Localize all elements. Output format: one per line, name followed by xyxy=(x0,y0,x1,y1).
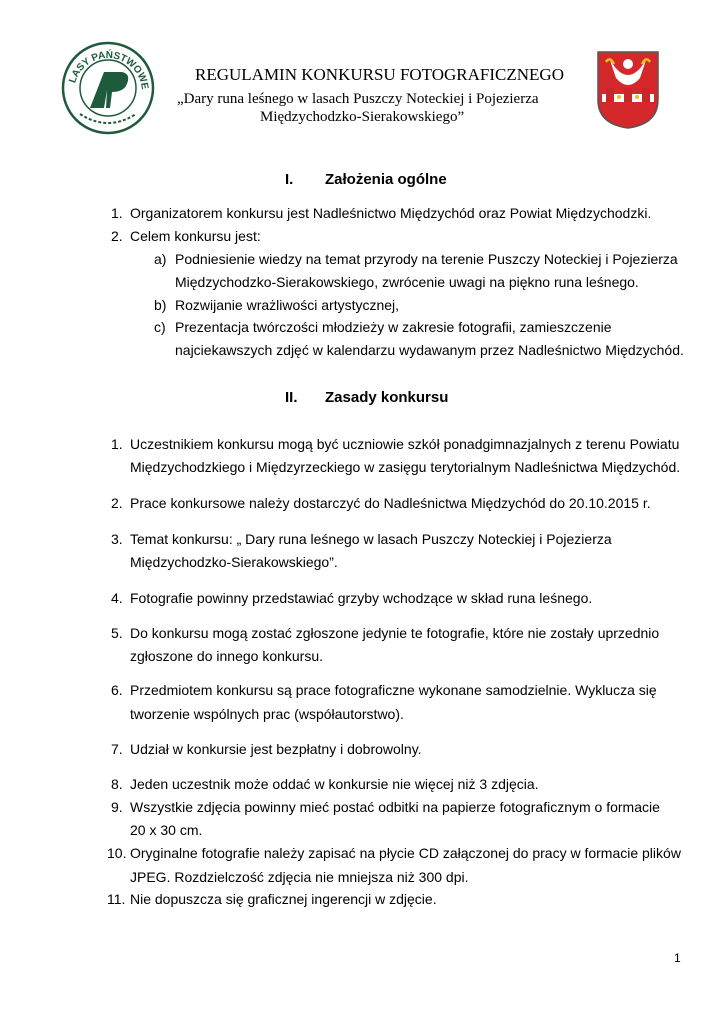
list-number: 4. xyxy=(111,590,123,606)
list-number: 9. xyxy=(111,799,123,815)
coat-of-arms xyxy=(596,50,660,130)
list-item: Celem konkursu jest: xyxy=(130,228,261,244)
list-number: 1. xyxy=(111,205,123,221)
list-number: 11. xyxy=(107,891,126,907)
list-item: tworzenie wspólnych prac (współautorstwo). xyxy=(130,706,404,722)
list-item: zgłoszone do innego konkursu. xyxy=(130,648,324,664)
list-item: Międzychodzkiego i Międzyrzeckiego w zasięgu terytorialnym Nadleśnictwa Międzychód. xyxy=(130,459,681,475)
list-number: 3. xyxy=(111,531,123,547)
sublist-letter: c) xyxy=(154,319,166,335)
list-number: 2. xyxy=(111,228,123,244)
document-subtitle-line1: „Dary runa leśnego w lasach Puszczy Noteckiej i Pojezierza xyxy=(177,91,539,107)
sublist-item: Rozwijanie wrażliwości artystycznej, xyxy=(175,297,400,313)
list-item: Oryginalne fotografie należy zapisać na płycie CD załączonej do pracy w formacie plików xyxy=(130,845,681,861)
sublist-item: Prezentacja twórczości młodzieży w zakresie fotografii, zamieszczenie xyxy=(175,319,612,335)
list-item: Fotografie powinny przedstawiać grzyby wchodzące w skład runa leśnego. xyxy=(130,590,593,606)
list-item: Wszystkie zdjęcia powinny mieć postać odbitki na papierze fotograficznym o formacie xyxy=(130,799,660,815)
list-number: 6. xyxy=(111,682,123,698)
list-item: Uczestnikiem konkursu mogą być uczniowie szkół ponadgimnazjalnych z terenu Powiatu xyxy=(130,436,680,452)
list-item: Międzychodzko-Sierakowskiego”. xyxy=(130,554,338,570)
list-number: 8. xyxy=(111,776,123,792)
sublist-letter: a) xyxy=(154,251,167,267)
sublist-item: najciekawszych zdjęć w kalendarzu wydawanym przez Nadleśnictwo Międzychód. xyxy=(175,342,684,358)
document-title: REGULAMIN KONKURSU FOTOGRAFICZNEGO xyxy=(195,65,564,84)
list-item: Prace konkursowe należy dostarczyć do Nadleśnictwa Międzychód do 20.10.2015 r. xyxy=(130,495,651,511)
list-number: 10. xyxy=(107,845,127,861)
list-item: Jeden uczestnik może oddać w konkursie nie więcej niż 3 zdjęcia. xyxy=(130,776,539,792)
list-item: Nie dopuszcza się graficznej ingerencji w zdjęcie. xyxy=(130,891,437,907)
sublist-letter: b) xyxy=(154,297,167,313)
svg-text:LASY PAŃSTWOWE: LASY PAŃSTWOWE xyxy=(67,49,150,91)
section-1-title: Założenia ogólne xyxy=(325,171,447,188)
sublist-item: Międzychodzko-Sierakowskiego, zwrócenie uwagi na piękno runa leśnego. xyxy=(175,274,639,290)
document-subtitle-line2: Międzychodzko-Sierakowskiego” xyxy=(260,109,465,125)
list-number: 2. xyxy=(111,495,123,511)
list-item: JPEG. Rozdzielczość zdjęcia nie mniejsza niż 300 dpi. xyxy=(130,869,469,885)
list-item: Do konkursu mogą zostać zgłoszone jedynie te fotografie, które nie zostały uprzednio xyxy=(130,625,660,641)
section-2-title: Zasady konkursu xyxy=(325,389,449,406)
section-2-number: II. xyxy=(285,389,298,406)
section-1-number: I. xyxy=(285,171,294,188)
list-item: 20 x 30 cm. xyxy=(130,822,203,838)
list-item: Udział w konkursie jest bezpłatny i dobrowolny. xyxy=(130,741,422,757)
list-number: 7. xyxy=(111,741,123,757)
list-item: Przedmiotem konkursu są prace fotograficzne wykonane samodzielnie. Wyklucza się xyxy=(130,682,657,698)
list-number: 1. xyxy=(111,436,123,452)
list-number: 5. xyxy=(111,625,123,641)
page-number: 1 xyxy=(674,951,681,965)
sublist-item: Podniesienie wiedzy na temat przyrody na terenie Puszczy Noteckiej i Pojezierza xyxy=(175,251,678,267)
list-item: Temat konkursu: „ Dary runa leśnego w lasach Puszczy Noteckiej i Pojezierza xyxy=(130,531,612,547)
lasy-panstwowe-logo xyxy=(60,40,156,136)
list-item: Organizatorem konkursu jest Nadleśnictwo Międzychód oraz Powiat Międzychodzki. xyxy=(130,205,652,221)
